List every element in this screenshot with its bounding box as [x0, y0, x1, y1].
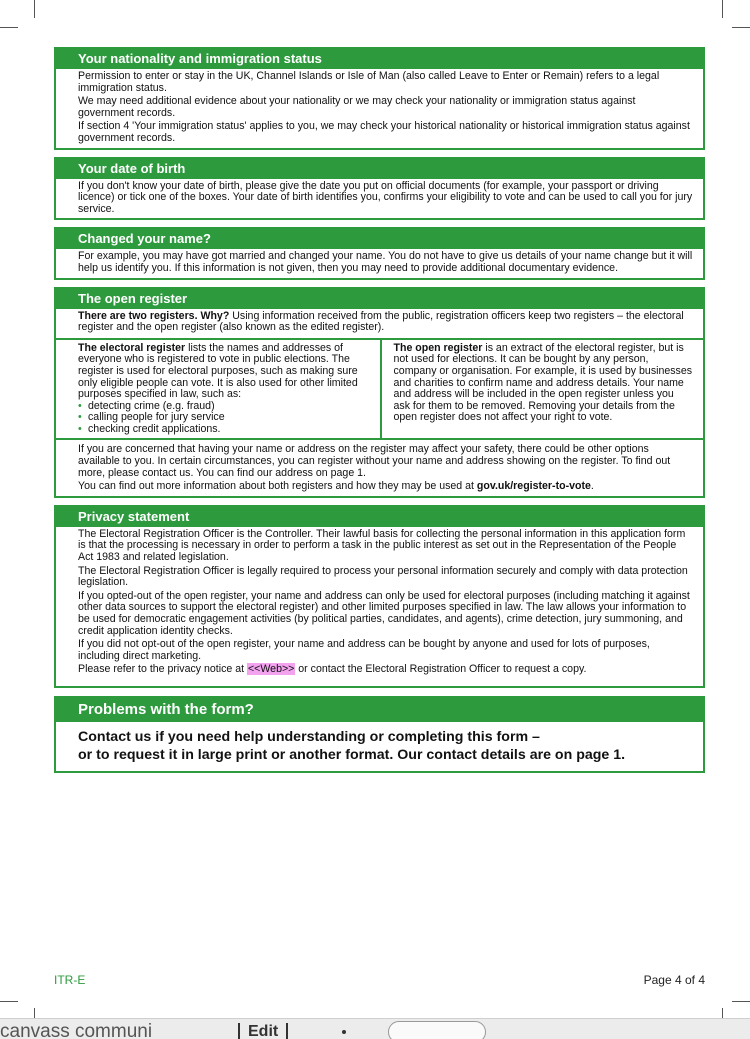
name-change-section	[54, 227, 705, 279]
paragraph: If you are concerned that having your name or address on the register may affect your safety, there could be other options available to you. In certain circumstances, you can register without your name and address showing on the register. To find out more, please contact us. You can find our address on page 1.	[78, 443, 671, 479]
crop-mark	[0, 1001, 18, 1002]
punctuation: .	[590, 480, 594, 493]
crop-mark	[34, 0, 35, 18]
bottom-toolbar	[0, 1018, 750, 1039]
section-heading: Your date of birth	[56, 159, 703, 179]
electoral-register-column	[56, 340, 380, 439]
section-heading: Your nationality and immigration status	[56, 49, 703, 69]
paragraph: The Electoral Registration Officer is the Controller. Their lawful basis for collecting the personal information in this application form is that the processing is necessary in order to perform a task in the public interest as set out in the Representation of the People Act 1983 and related legislation.	[78, 527, 686, 564]
privacy-section	[54, 505, 705, 688]
intro-bold: There are two registers. Why?	[78, 309, 230, 322]
more-info-text: You can find out more information about both registers and how they may be used at	[78, 480, 477, 493]
crop-mark	[732, 27, 750, 28]
open-register-column	[380, 340, 704, 439]
crop-mark	[722, 0, 723, 18]
crop-mark	[0, 27, 18, 28]
contact-line: or to request it in large print or another format. Our contact details are on page 1.	[78, 746, 626, 763]
paragraph: Permission to enter or stay in the UK, Channel Islands or Isle of Man (also called Leave to Enter or Remain) refers to a legal immigration status.	[78, 70, 660, 94]
paragraph	[78, 664, 693, 676]
paragraph	[78, 481, 693, 493]
contact-line: Contact us if you need help understanding or completing this form –	[78, 728, 540, 745]
problems-section	[54, 696, 705, 773]
privacy-text: or contact the Electoral Registration Officer to request a copy.	[295, 663, 587, 676]
paragraph	[78, 311, 693, 334]
paragraph: The Electoral Registration Officer is legally required to process your personal information securely and comply with data protection legislation.	[78, 564, 688, 589]
privacy-text: Please refer to the privacy notice at	[78, 663, 247, 676]
edit-button[interactable]: Edit	[238, 1023, 288, 1039]
section-heading: The open register	[56, 289, 703, 309]
list-item: • calling people for jury service	[78, 412, 372, 424]
paragraph: If you opted-out of the open register, your name and address can only be used for electoral purposes (including matching it against other data sources to support the electoral register) and other limited purposes specified in law. The law allows your information to be used for democratic engagement activities (by political parties, candidates, and agents), crime detection, jury summoning, and credit application identity checks.	[78, 589, 690, 637]
column-text: lists the names and addresses of everyone who is registered to vote in public elections. The register is used for electoral purposes, such as making sure only eligible people can vote. It is also used for other limited purposes specified in law, such as:	[78, 341, 358, 401]
column-heading: The electoral register	[78, 341, 186, 354]
section-heading: Privacy statement	[56, 507, 703, 527]
paragraph: If you don't know your date of birth, please give the date you put on official documents (for example, your passport or driving licence) or tick one of the boxes. Your date of birth identifies you, confirms your eligibility to vote and can be used to call you for jury service.	[78, 179, 693, 215]
web-placeholder[interactable]: <<Web>>	[248, 663, 295, 676]
crop-mark	[732, 1001, 750, 1002]
section-heading: Changed your name?	[56, 229, 703, 249]
toolbar-input[interactable]	[388, 1021, 486, 1039]
paragraph: We may need additional evidence about your nationality or we may check your nationality or immigration status against government records.	[78, 95, 636, 119]
gov-uk-link[interactable]: gov.uk/register-to-vote	[476, 480, 591, 493]
registers-comparison	[56, 338, 703, 441]
date-of-birth-section	[54, 157, 705, 221]
dot-icon	[342, 1030, 346, 1034]
list-item: • detecting crime (e.g. fraud)	[78, 401, 372, 413]
document-page	[54, 47, 705, 780]
paragraph: If section 4 'Your immigration status' applies to you, we may check your historical nationality or historical immigration status against government records.	[78, 120, 690, 144]
uses-list	[78, 401, 372, 436]
paragraph: For example, you may have got married and changed your name. You do not have to give us details of your name change but it will help us identify you. If this information is not given, then you may need to provide additional documentary evidence.	[78, 250, 693, 274]
page-number: Page 4 of 4	[643, 973, 705, 987]
toolbar-text: canvass communi	[0, 1021, 153, 1039]
form-code: ITR-E	[54, 973, 86, 987]
nationality-section	[54, 47, 705, 150]
paragraph: If you did not opt-out of the open register, your name and address can be bought by anyone and used for lots of purposes, including direct marketing.	[78, 638, 650, 662]
column-text: is an extract of the electoral register, but is not used for elections. It can be bought by any person, company or organisation. For example, it is used by businesses and charities to confirm name and address details. Your name and address will be included in the open register unless you ask for them to be removed. Removing your details from the open register does not affect your right to vote.	[393, 341, 693, 424]
section-heading: Problems with the form?	[56, 698, 703, 722]
intro-text: Using information received from the public, registration officers keep two registers – the electoral register and the open register (also known as the edited register).	[78, 309, 684, 334]
column-heading: The open register	[393, 341, 483, 354]
list-item: • checking credit applications.	[78, 424, 372, 436]
open-register-section	[54, 287, 705, 498]
